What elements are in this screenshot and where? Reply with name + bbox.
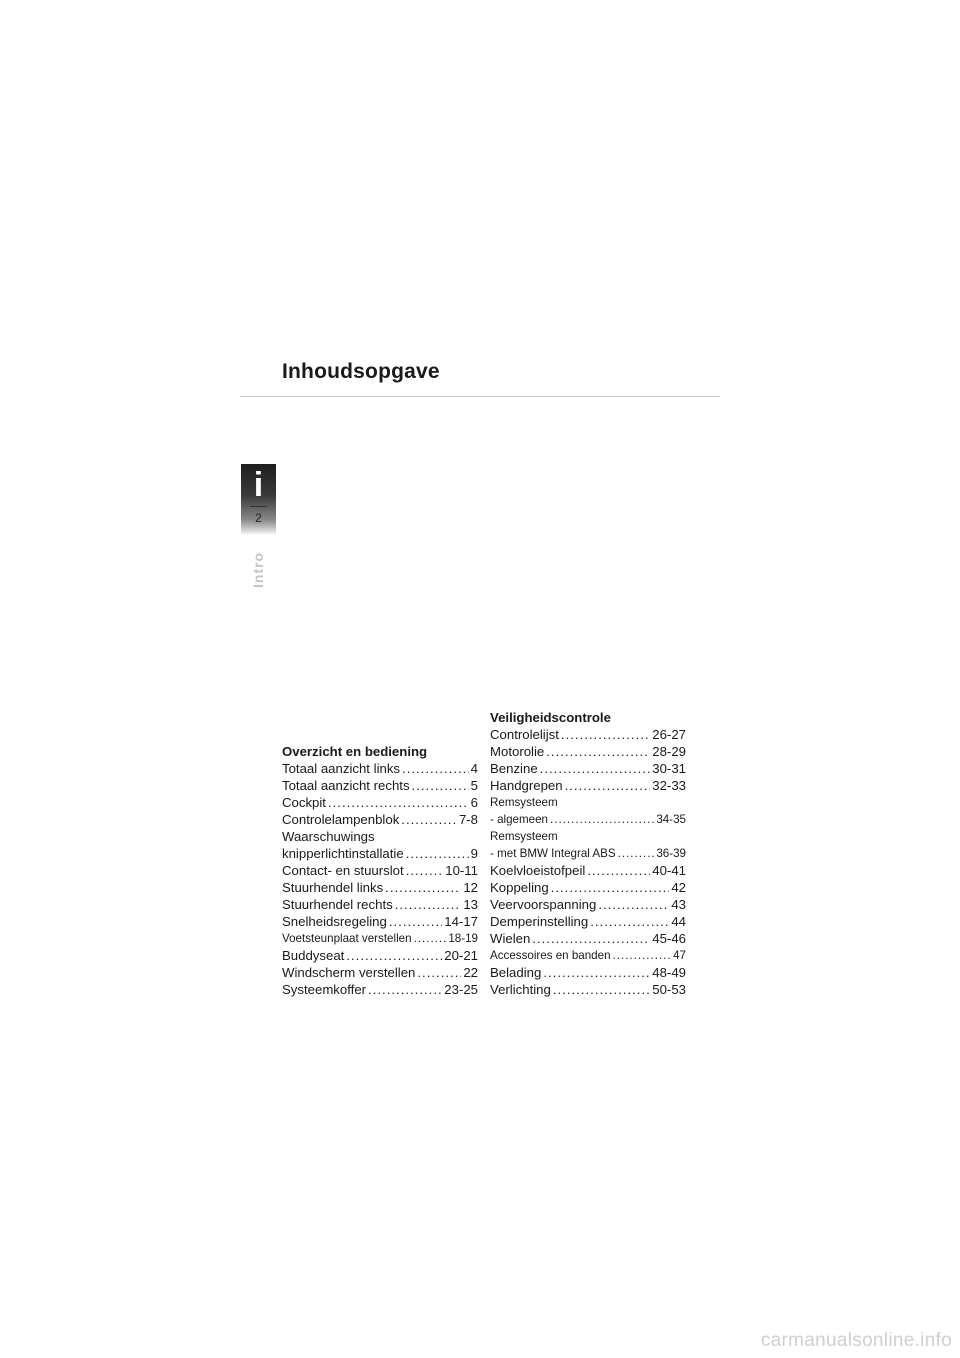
toc-entry-label: Accessoires en banden <box>490 949 611 962</box>
toc-entry-page: 50-53 <box>652 982 686 997</box>
toc-entry-page: 18-19 <box>448 932 478 945</box>
toc-section-safety-check <box>490 709 686 998</box>
toc-entry[interactable] <box>282 811 478 828</box>
toc-entry[interactable] <box>282 794 478 811</box>
toc-entry-label: Benzine <box>490 761 538 776</box>
toc-leader-dots <box>368 981 442 998</box>
toc-entry-label: - met BMW Integral ABS <box>490 847 616 860</box>
toc-entry-label: Demperinstelling <box>490 914 589 929</box>
toc-entry-page: 30-31 <box>652 761 686 776</box>
toc-entry[interactable] <box>490 760 686 777</box>
toc-entry-page: 9 <box>470 846 478 861</box>
toc-leader-dots <box>618 845 655 862</box>
toc-section-overview <box>282 743 478 998</box>
toc-leader-dots <box>553 981 650 998</box>
toc-leader-dots <box>598 896 669 913</box>
toc-entry-label: Koelvloeistofpeil <box>490 863 586 878</box>
section-heading: Overzicht en bediening <box>282 744 428 759</box>
toc-entry-page: 45-46 <box>652 931 686 946</box>
toc-entry-page: 6 <box>470 795 478 810</box>
toc-entry[interactable] <box>490 811 686 828</box>
toc-entry-label: Wielen <box>490 931 531 946</box>
toc-leader-dots <box>346 947 442 964</box>
toc-entry[interactable] <box>490 777 686 794</box>
toc-leader-dots <box>414 930 447 947</box>
toc-leader-dots <box>328 794 469 811</box>
toc-entry[interactable] <box>282 913 478 930</box>
toc-entry-page: 14-17 <box>444 914 478 929</box>
page-title: Inhoudsopgave <box>282 360 440 383</box>
chapter-tab-divider <box>250 506 267 507</box>
toc-leader-dots <box>406 862 444 879</box>
toc-entry[interactable] <box>282 777 478 794</box>
toc-entry[interactable] <box>282 862 478 879</box>
toc-leader-dots <box>551 879 670 896</box>
toc-entry[interactable] <box>282 845 478 862</box>
toc-entry-label: Controlelampenblok <box>282 812 400 827</box>
toc-entry-label: Systeemkoffer <box>282 982 367 997</box>
toc-entry[interactable] <box>490 726 686 743</box>
toc-entry[interactable] <box>490 879 686 896</box>
toc-leader-dots <box>565 777 651 794</box>
toc-entry[interactable] <box>282 760 478 777</box>
toc-leader-dots <box>540 760 651 777</box>
toc-entry[interactable] <box>490 964 686 981</box>
page-number: 2 <box>255 511 262 525</box>
toc-entry-label: Cockpit <box>282 795 326 810</box>
toc-entry-label: Snelheidsregeling <box>282 914 387 929</box>
toc-leader-dots <box>395 896 462 913</box>
toc-entry-label: Verlichting <box>490 982 551 997</box>
toc-entry-label: Koppeling <box>490 880 549 895</box>
toc-entry-page: 13 <box>463 897 478 912</box>
toc-entry-continued: Remsysteem <box>490 830 558 843</box>
toc-entry-label: Handgrepen <box>490 778 563 793</box>
toc-entry[interactable] <box>282 879 478 896</box>
toc-entry-page: 22 <box>463 965 478 980</box>
toc-entry-label: Stuurhendel rechts <box>282 897 393 912</box>
toc-entry[interactable] <box>490 743 686 760</box>
toc-entry-label: - algemeen <box>490 813 549 826</box>
toc-entry-page: 10-11 <box>445 863 478 878</box>
toc-entry-continued: Remsysteem <box>490 796 558 809</box>
chapter-label: Intro <box>250 551 266 588</box>
toc-entry-label: Stuurhendel links <box>282 880 384 895</box>
toc-leader-dots <box>590 913 669 930</box>
toc-entry-page: 23-25 <box>444 982 478 997</box>
section-heading: Veiligheidscontrole <box>490 710 611 725</box>
toc-entry-label: Controlelijst <box>490 727 559 742</box>
toc-leader-dots <box>550 811 654 828</box>
toc-entry[interactable] <box>282 930 478 947</box>
toc-entry[interactable] <box>282 964 478 981</box>
toc-entry-label: Motorolie <box>490 744 545 759</box>
toc-leader-dots <box>543 964 650 981</box>
info-icon: i <box>253 466 264 504</box>
toc-leader-dots <box>401 811 457 828</box>
toc-leader-dots <box>417 964 461 981</box>
toc-entry-label: Totaal aanzicht links <box>282 761 401 776</box>
title-divider <box>240 396 720 397</box>
toc-entry-page: 28-29 <box>652 744 686 759</box>
chapter-tab <box>241 464 276 534</box>
toc-entry[interactable] <box>490 896 686 913</box>
toc-entry[interactable] <box>490 930 686 947</box>
toc-entry-page: 42 <box>671 880 686 895</box>
toc-entry-label: Contact- en stuurslot <box>282 863 404 878</box>
toc-entry-page: 4 <box>470 761 478 776</box>
toc-leader-dots <box>587 862 650 879</box>
toc-leader-dots <box>532 930 650 947</box>
toc-entry-label: Belading <box>490 965 542 980</box>
toc-entry-page: 12 <box>463 880 478 895</box>
toc-entry[interactable] <box>282 896 478 913</box>
toc-entry[interactable] <box>490 913 686 930</box>
toc-entry-label: Totaal aanzicht rechts <box>282 778 410 793</box>
toc-entry-page: 48-49 <box>652 965 686 980</box>
toc-entry-label: Windscherm verstellen <box>282 965 416 980</box>
toc-entry-page: 43 <box>671 897 686 912</box>
toc-entry-page: 36-39 <box>656 847 686 860</box>
toc-entry-label: Voetsteunplaat verstellen <box>282 932 412 945</box>
toc-entry[interactable] <box>282 981 478 998</box>
toc-leader-dots <box>406 845 469 862</box>
watermark: carmanualsonline.info <box>760 1330 952 1351</box>
toc-entry-label: knipperlichtinstallatie <box>282 846 404 861</box>
toc-leader-dots <box>546 743 650 760</box>
toc-entry-page: 5 <box>470 778 478 793</box>
toc-entry[interactable] <box>490 947 686 964</box>
toc-leader-dots <box>561 726 650 743</box>
toc-entry[interactable] <box>490 981 686 998</box>
toc-entry-label: Buddyseat <box>282 948 345 963</box>
toc-leader-dots <box>412 777 469 794</box>
toc-entry-page: 34-35 <box>656 813 686 826</box>
toc-entry-page: 47 <box>673 949 686 962</box>
toc-leader-dots <box>385 879 461 896</box>
toc-leader-dots <box>402 760 469 777</box>
toc-entry-page: 26-27 <box>652 727 686 742</box>
toc-entry-page: 32-33 <box>652 778 686 793</box>
toc-entry-continued: Waarschuwings <box>282 829 375 844</box>
toc-entry-page: 7-8 <box>458 812 478 827</box>
toc-entry[interactable] <box>490 862 686 879</box>
toc-entry[interactable] <box>282 947 478 964</box>
toc-leader-dots <box>389 913 442 930</box>
toc-entry-page: 20-21 <box>444 948 478 963</box>
toc-leader-dots <box>613 947 672 964</box>
toc-entry-page: 44 <box>671 914 686 929</box>
toc-entry-page: 40-41 <box>652 863 686 878</box>
toc-entry[interactable] <box>490 845 686 862</box>
toc-entry-label: Veervoorspanning <box>490 897 597 912</box>
